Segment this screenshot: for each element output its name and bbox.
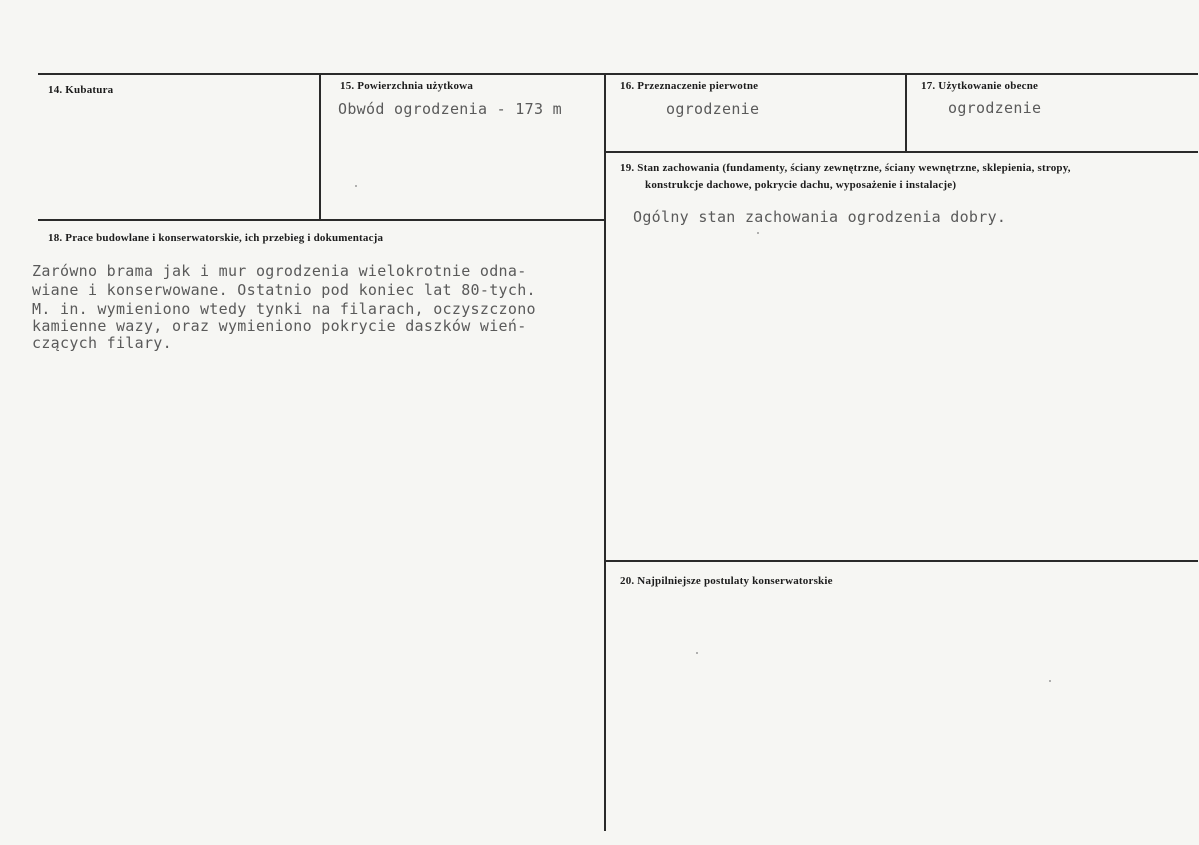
field-18-line-2: wiane i konserwowane. Ostatnio pod koniec lat 80-tych. [32, 281, 536, 299]
divider-14-15 [319, 73, 321, 221]
field-18-line-3: M. in. wymieniono wtedy tynki na filarach, oczyszczono [32, 300, 536, 318]
divider-16-17 [905, 73, 907, 153]
field-17-value: ogrodzenie [948, 99, 1042, 117]
row-divider-19-20 [604, 560, 1198, 562]
divider-15-16 [604, 73, 606, 831]
field-18-line-5: czących filary. [32, 334, 172, 352]
field-18-label: 18. Prace budowlane i konserwatorskie, ich przebieg i dokumentacja [48, 232, 384, 244]
field-20-label: 20. Najpilniejsze postulaty konserwatorskie [620, 575, 833, 587]
row-divider-16-19 [604, 151, 1198, 153]
field-19-label-line1: 19. Stan zachowania (fundamenty, ściany zewnętrzne, ściany wewnętrzne, sklepienia, stropy, [620, 162, 1071, 174]
field-15-label: 15. Powierzchnia użytkowa [340, 80, 474, 92]
paper-speck [757, 232, 759, 234]
field-16-value: ogrodzenie [666, 100, 760, 118]
paper-speck [1049, 680, 1051, 682]
field-15-value: Obwód ogrodzenia - 173 m [338, 100, 562, 118]
row-divider-15-18 [38, 219, 605, 221]
field-19-label-line2: konstrukcje dachowe, pokrycie dachu, wyposażenie i instalacje) [645, 179, 957, 191]
field-17-label: 17. Użytkowanie obecne [921, 80, 1039, 92]
paper-speck [355, 185, 357, 187]
paper-speck [696, 652, 698, 654]
top-border-line [38, 73, 1198, 75]
field-16-label: 16. Przeznaczenie pierwotne [620, 80, 759, 92]
field-18-line-1: Zarówno brama jak i mur ogrodzenia wielokrotnie odna- [32, 262, 527, 280]
field-14-label: 14. Kubatura [48, 84, 114, 96]
field-18-line-4: kamienne wazy, oraz wymieniono pokrycie daszków wień- [32, 317, 527, 335]
field-19-value: Ogólny stan zachowania ogrodzenia dobry. [633, 208, 1007, 226]
